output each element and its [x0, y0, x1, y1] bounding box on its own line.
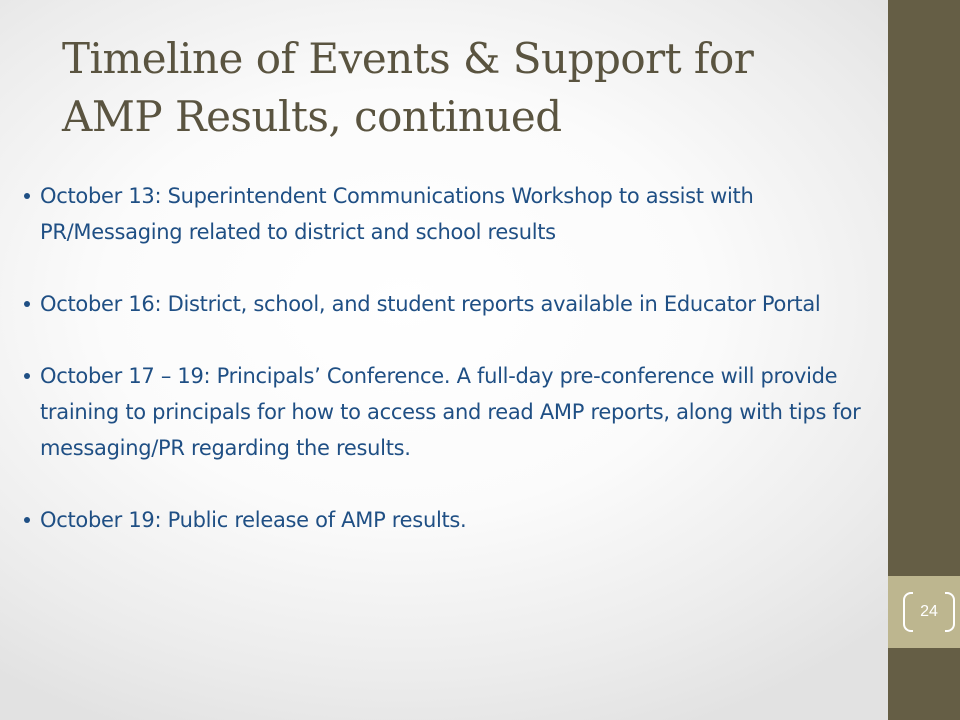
- bullet-text: October 19: Public release of AMP results.: [40, 508, 467, 532]
- bullet-text: October 17 – 19: Principals’ Conference. A full-day pre-conference will provide training to principals for how to access and read AMP reports, along with tips for messaging/PR regarding the results.: [40, 364, 861, 460]
- bullet-dot-icon: [24, 517, 30, 523]
- bullet-item-oct-19: [18, 502, 880, 538]
- page-number: 24: [920, 603, 938, 620]
- bullet-list: [18, 178, 880, 538]
- left-bracket-icon: [903, 592, 913, 632]
- slide-title-line-2: AMP Results, continued: [62, 92, 562, 141]
- slide-title: [62, 30, 872, 146]
- slide-title-line-1: Timeline of Events & Support for: [62, 34, 754, 83]
- bullet-item-oct-13: [18, 178, 880, 250]
- bullet-dot-icon: [24, 193, 30, 199]
- bullet-text: October 13: Superintendent Communications Workshop to assist with PR/Messaging related to district and school results: [40, 184, 754, 244]
- bullet-dot-icon: [24, 373, 30, 379]
- bullet-text: October 16: District, school, and student reports available in Educator Portal: [40, 292, 821, 316]
- right-bracket-icon: [945, 592, 955, 632]
- bullet-item-oct-16: [18, 286, 880, 322]
- bullet-dot-icon: [24, 301, 30, 307]
- bullet-item-oct-17-19: [18, 358, 880, 466]
